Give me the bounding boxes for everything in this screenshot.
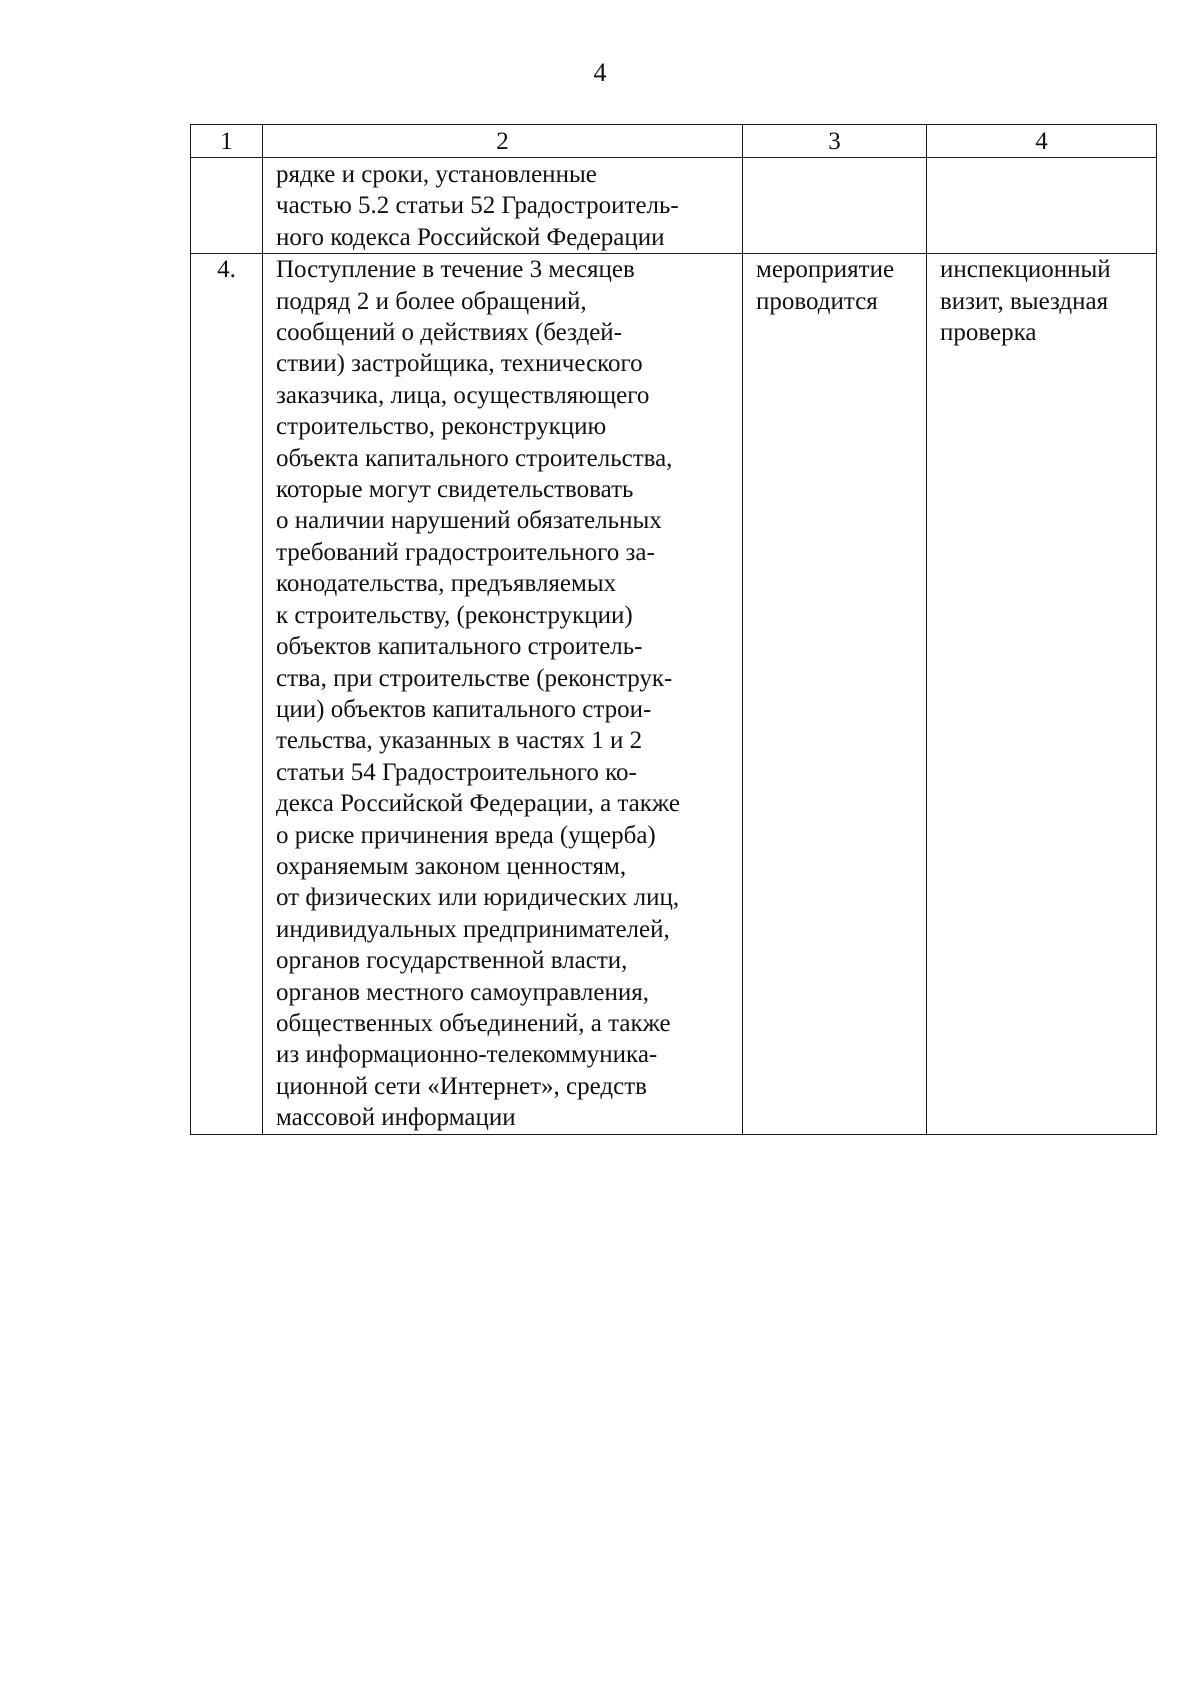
- row-type: инспекционный визит, выездная проверка: [940, 256, 1111, 347]
- description-cell: [263, 254, 743, 1134]
- description-cell: [263, 158, 743, 254]
- status-cell: [743, 254, 927, 1134]
- table-row: [191, 158, 1157, 254]
- row-number-cell: [191, 158, 263, 254]
- criteria-table: [190, 124, 1157, 1135]
- type-cell: [927, 158, 1157, 254]
- row-description: рядке и сроки, установленные частью 5.2 статьи 52 Градостроитель- ного кодекса Российской Федерации: [276, 161, 679, 251]
- table-header-row: [191, 125, 1157, 158]
- row-description: Поступление в течение 3 месяцев подряд 2 и более обращений, сообщений о действиях (бездей- ствии) застройщика, технического заказчика, лица, осуществляющего строительство, реконструкцию объекта капитального строительства, которые могут свидетельствовать о наличии нарушений обязательных требований градостроительного за- конодательства, предъявляемых к строительству, (реконструкции) объектов капитального строитель- ства, при строительстве (реконструк- ции) объектов капитального строи- тельства, указанных в частях 1 и 2 статьи 54 Градостроительного ко- декса Российской Федерации, а также о риске причинения вреда (ущерба) охраняемым законом ценностям, от физических или юридических лиц, индивидуальных предпринимателей, органов государственной власти, органов местного самоуправления, общественных объединений, а также из информационно-телекоммуника- ционной сети «Интернет», средств массовой информации: [276, 256, 680, 1132]
- row-number-cell: [191, 254, 263, 1134]
- page-number: 4: [593, 58, 607, 87]
- type-cell: [927, 254, 1157, 1134]
- status-cell: [743, 158, 927, 254]
- header-col-3: 3: [743, 125, 927, 158]
- table-row: [191, 254, 1157, 1134]
- header-col-4: 4: [927, 125, 1157, 158]
- header-col-2: 2: [263, 125, 743, 158]
- row-number: 4.: [217, 256, 236, 284]
- header-col-1: 1: [191, 125, 263, 158]
- row-status: мероприятие проводится: [756, 256, 895, 315]
